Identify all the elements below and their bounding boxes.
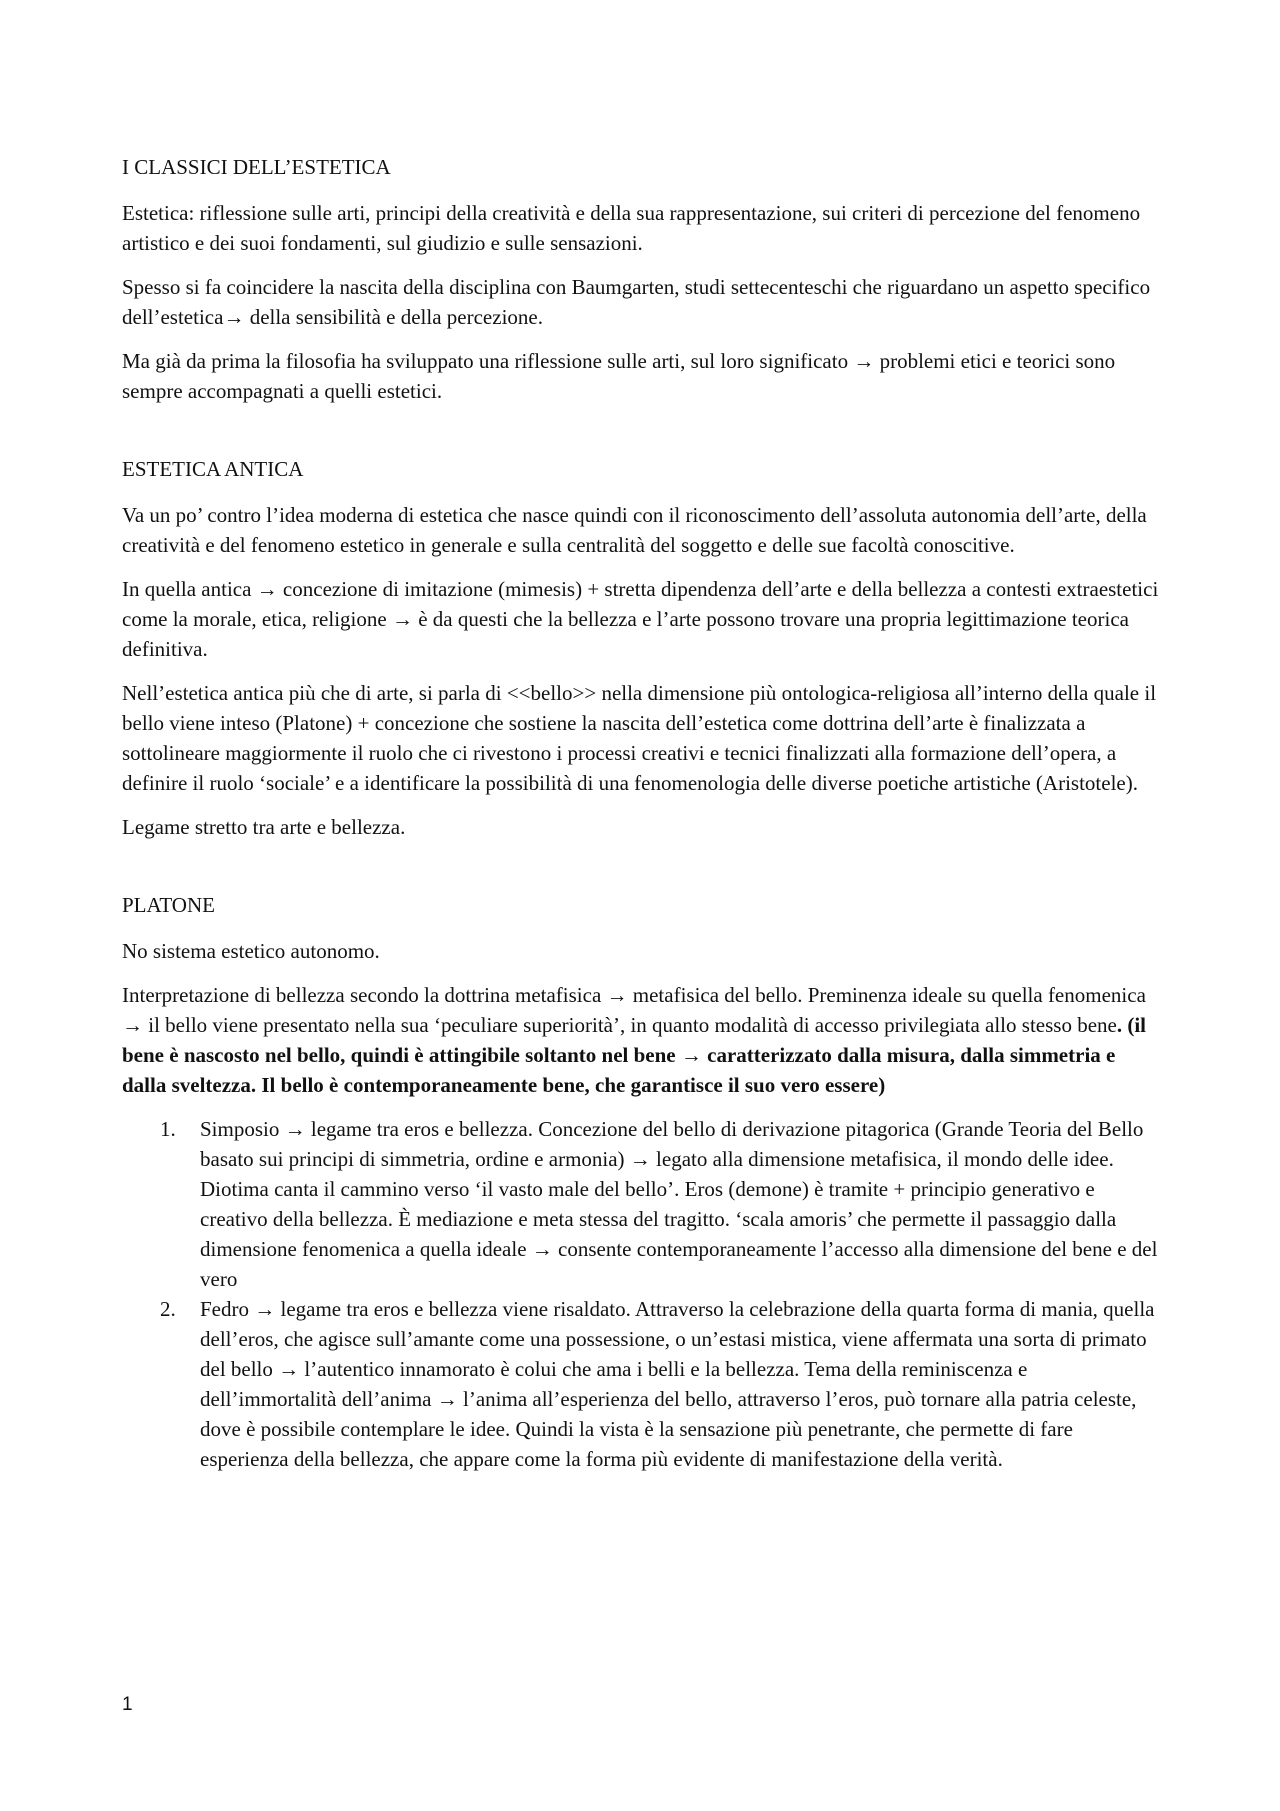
section-title-classici: I CLASSICI DELL’ESTETICA — [122, 155, 391, 179]
paragraph-text: Interpretazione di bellezza secondo la dottrina metafisica → metafisica del bello. Preminenza ideale su quella fenomenica → il bello viene presentato nella sua ‘peculiare superiorità’, in quanto modalità di accesso privilegiata allo stesso bene — [122, 983, 1146, 1037]
list-item-text: Fedro → legame tra eros e bellezza viene risaldato. Attraverso la celebrazione della quarta forma di mania, quella dell’eros, che agisce sull’amante come una possessione, o un’estasi mistica, viene affermata una sorta di primato del bello → l’autentico innamorato è colui che ama i belli e la bellezza. Tema della reminiscenza e dell’immortalità dell’anima → l’anima all’esperienza del bello, attraverso l’eros, può tornare alla patria celeste, dove è possibile contemplare le idee. Quindi la vista è la sensazione più penetrante, che permette di fare esperienza della bellezza, che appare come la forma più evidente di manifestazione della verità. — [200, 1297, 1155, 1471]
paragraph: Va un po’ contro l’idea moderna di estetica che nasce quindi con il riconoscimento dell’assoluta autonomia dell’arte, della creatività e del fenomeno estetico in generale e sulla centralità del soggetto e delle sue facoltà conoscitive. — [122, 503, 1147, 557]
list-item — [122, 1114, 1162, 1294]
document-body — [122, 152, 1162, 1474]
page-number: 1 — [122, 1694, 133, 1715]
section-title-platone: PLATONE — [122, 893, 215, 917]
paragraph: Estetica: riflessione sulle arti, principi della creatività e della sua rappresentazione, sui criteri di percezione del fenomeno artistico e dei suoi fondamenti, sul giudizio e sulle sensazioni. — [122, 201, 1141, 255]
list-item-text: Simposio → legame tra eros e bellezza. Concezione del bello di derivazione pitagorica (Grande Teoria del Bello basato sui principi di simmetria, ordine e armonia) → legato alla dimensione metafisica, il mondo delle idee. — [200, 1117, 1144, 1171]
list-number: 1. — [160, 1117, 176, 1141]
numbered-list — [122, 1114, 1162, 1474]
section-title-estetica-antica: ESTETICA ANTICA — [122, 457, 304, 481]
paragraph-bold-text: . (il bene è nascosto nel bello, quindi è attingibile soltanto nel bene → caratterizzato dalla misura, dalla simmetria e dalla sveltezza. Il bello è contemporaneamente bene, che garantisce il suo vero essere) — [122, 1013, 1147, 1097]
paragraph: In quella antica → concezione di imitazione (mimesis) + stretta dipendenza dell’arte e della bellezza a contesti extraestetici come la morale, etica, religione → è da questi che la bellezza e l’arte possono trovare una propria legittimazione teorica definitiva. — [122, 577, 1159, 661]
paragraph: Legame stretto tra arte e bellezza. — [122, 815, 406, 839]
paragraph: Ma già da prima la filosofia ha sviluppato una riflessione sulle arti, sul loro significato → problemi etici e teorici sono sempre accompagnati a quelli estetici. — [122, 349, 1116, 403]
list-item — [122, 1294, 1162, 1474]
list-item-text: Diotima canta il cammino verso ‘il vasto male del bello’. Eros (demone) è tramite + principio generativo e creativo della bellezza. È mediazione e meta stessa del tragitto. ‘scala amoris’ che permette il passaggio dalla dimensione fenomenica a quella ideale → consente contemporaneamente l’accesso alla dimensione del bene e del vero — [200, 1177, 1158, 1291]
paragraph: No sistema estetico autonomo. — [122, 939, 380, 963]
paragraph: Spesso si fa coincidere la nascita della disciplina con Baumgarten, studi settecenteschi che riguardano un aspetto specifico dell’estetica→ della sensibilità e della percezione. — [122, 275, 1151, 329]
list-number: 2. — [160, 1297, 176, 1321]
paragraph-mixed — [122, 980, 1162, 1100]
paragraph: Nell’estetica antica più che di arte, si parla di <<bello>> nella dimensione più ontologica-religiosa all’interno della quale il bello viene inteso (Platone) + concezione che sostiene la nascita dell’estetica come dottrina dell’arte è finalizzata a sottolineare maggiormente il ruolo che ci rivestono i processi creativi e tecnici finalizzati alla formazione dell’opera, a definire il ruolo ‘sociale’ e a identificare la possibilità di una fenomenologia delle diverse poetiche artistiche (Aristotele). — [122, 681, 1157, 795]
